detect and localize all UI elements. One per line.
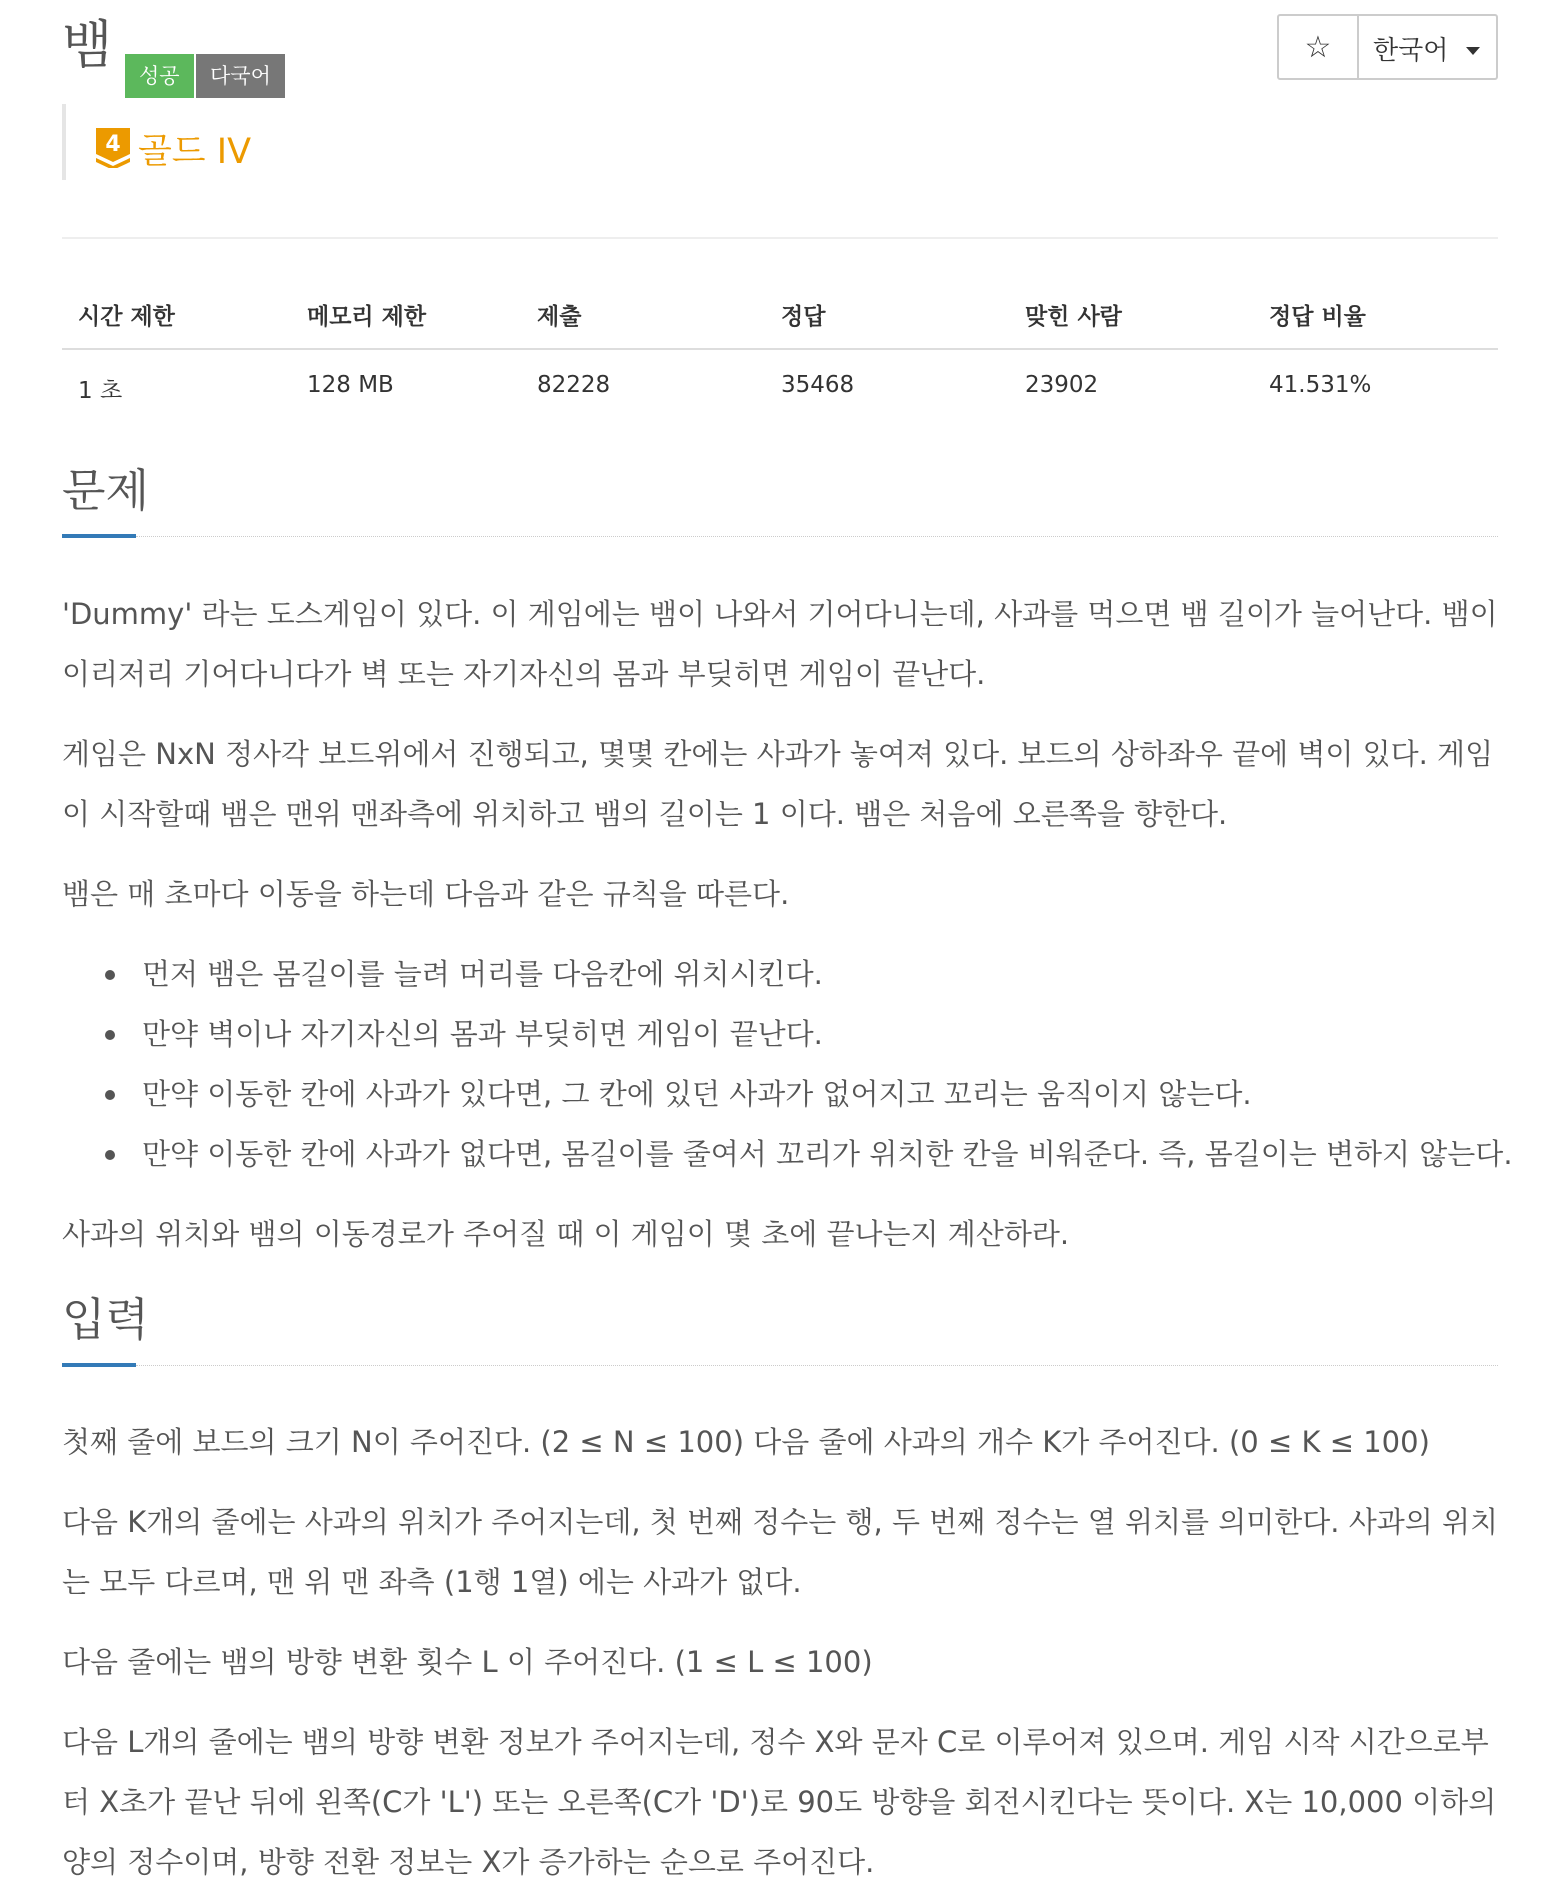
input-section-header (62, 1283, 1498, 1369)
problem-paragraph: 'Dummy' 라는 도스게임이 있다. 이 게임에는 뱀이 나와서 기어다니는데, 사과를 먹으면 뱀 길이가 늘어난다. 뱀이 이리저리 기어다니다가 벽 또는 자기자신의 몸과 부딪히면 게임이 끝난다. (62, 597, 1498, 691)
header-submissions: 제출 (537, 304, 582, 330)
problem-section-header (62, 454, 1498, 540)
stats-header-row (62, 288, 1498, 350)
problem-paragraph: 뱀은 매 초마다 이동을 하는데 다음과 같은 규칙을 따른다. (62, 877, 790, 911)
multilang-badge: 다국어 (196, 54, 285, 98)
rules-list (62, 944, 1513, 1184)
section-underline (62, 1363, 136, 1367)
list-item: 먼저 뱀은 몸길이를 늘려 머리를 다음칸에 위치시킨다. (62, 944, 1498, 1004)
submissions-value: 82228 (537, 372, 611, 398)
section-divider (136, 1365, 1498, 1366)
star-button[interactable] (1279, 16, 1359, 78)
header-accepted: 정답 (781, 304, 826, 330)
tier-block (62, 104, 366, 180)
list-item: 만약 이동한 칸에 사과가 없다면, 몸길이를 줄여서 꼬리가 위치한 칸을 비워준다. 즉, 몸길이는 변하지 않는다. (62, 1124, 1498, 1184)
accept-ratio-value: 41.531% (1269, 372, 1372, 398)
input-paragraph: 다음 K개의 줄에는 사과의 위치가 주어지는데, 첫 번째 정수는 행, 두 번째 정수는 열 위치를 의미한다. 사과의 위치는 모두 다르며, 맨 위 맨 좌측 (1행 1열) 에는 사과가 없다. (62, 1505, 1498, 1599)
solved-users-value: 23902 (1025, 372, 1099, 398)
header-accept-ratio: 정답 비율 (1269, 304, 1366, 330)
problem-paragraph: 게임은 NxN 정사각 보드위에서 진행되고, 몇몇 칸에는 사과가 놓여져 있다. 보드의 상하좌우 끝에 벽이 있다. 게임이 시작할때 뱀은 맨위 맨좌측에 위치하고 뱀의 길이는 1 이다. 뱀은 처음에 오른쪽을 향한다. (62, 737, 1494, 831)
list-item: 만약 이동한 칸에 사과가 있다면, 그 칸에 있던 사과가 없어지고 꼬리는 움직이지 않는다. (62, 1064, 1498, 1124)
problem-closing: 사과의 위치와 뱀의 이동경로가 주어질 때 이 게임이 몇 초에 끝나는지 계산하라. (62, 1217, 1070, 1251)
memory-limit-value: 128 MB (307, 372, 394, 398)
stats-table (62, 288, 1498, 420)
input-section-title: 입력 (62, 1293, 149, 1346)
input-paragraph: 다음 L개의 줄에는 뱀의 방향 변환 정보가 주어지는데, 정수 X와 문자 C로 이루어져 있으며. 게임 시작 시간으로부터 X초가 끝난 뒤에 왼쪽(C가 'L') 또는 오른쪽(C가 'D')로 90도 방향을 회전시킨다는 뜻이다. X는 10,000 이하의 양의 정수이며, 방향 전환 정보는 X가 증가하는 순으로 주어진다. (62, 1725, 1497, 1879)
header-time-limit: 시간 제한 (78, 304, 175, 330)
stats-value-row (62, 350, 1498, 420)
problem-title: 뱀 (62, 16, 113, 76)
divider (62, 237, 1498, 239)
tier-level-number: 4 (105, 132, 121, 157)
star-icon: ☆ (1304, 29, 1332, 65)
input-paragraph: 첫째 줄에 보드의 크기 N이 주어진다. (2 ≤ N ≤ 100) 다음 줄에 사과의 개수 K가 주어진다. (0 ≤ K ≤ 100) (62, 1425, 1430, 1459)
toolbar (1277, 14, 1498, 80)
language-label: 한국어 (1373, 36, 1449, 66)
section-divider (136, 536, 1498, 537)
problem-section-title: 문제 (62, 464, 149, 517)
header-solved-users: 맞힌 사람 (1025, 304, 1122, 330)
header-memory-limit: 메모리 제한 (307, 304, 427, 330)
list-item: 만약 벽이나 자기자신의 몸과 부딪히면 게임이 끝난다. (62, 1004, 1498, 1064)
gold-tier-icon[interactable] (96, 128, 130, 168)
section-underline (62, 534, 136, 538)
time-limit-value: 1 초 (78, 378, 123, 404)
caret-down-icon (1466, 47, 1480, 55)
accepted-value: 35468 (781, 372, 855, 398)
input-paragraph: 다음 줄에는 뱀의 방향 변환 횟수 L 이 주어진다. (1 ≤ L ≤ 100) (62, 1645, 873, 1679)
tier-label[interactable]: 골드 IV (138, 132, 252, 172)
success-badge: 성공 (125, 54, 194, 98)
